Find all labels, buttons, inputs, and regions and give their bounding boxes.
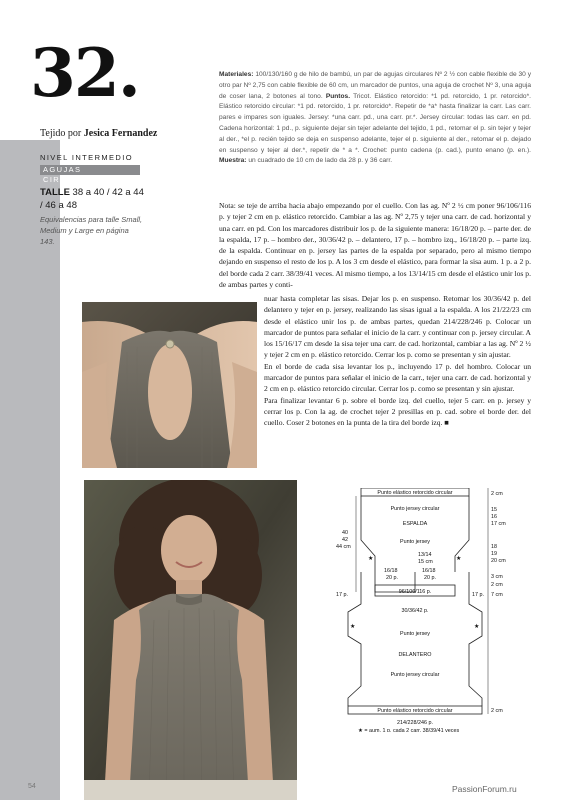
back-detail-illustration	[82, 302, 257, 468]
increase-star-icon: ★	[474, 624, 480, 630]
dim-2cm-top: 2 cm	[491, 491, 503, 497]
dim-16: 16	[491, 514, 497, 520]
pattern-number: 32.	[30, 34, 139, 112]
schematic-diagram	[328, 488, 560, 732]
materials-text: 100/130/160 g de hilo de bambú, un par de agujas circulares Nº 2 ½ con cable flexible de 30 y otro par Nº 2,75 con cable flexible de 60 cm, un marcador de puntos, una aguja de crochet Nº 3, una aguja de coser lana, 2 botones al tono.	[219, 71, 531, 100]
sizes-values: 38 a 40 / 42 a 44 / 46 a 48	[40, 187, 144, 211]
inner-left-p: 20 p.	[386, 575, 398, 581]
sizes-label: TALLE	[40, 187, 70, 198]
schematic-top-label: Punto elástico retorcido circular	[377, 490, 453, 496]
dim-17: 17 cm	[491, 521, 506, 527]
dim-15: 15	[491, 507, 497, 513]
inner-13-14: 13/14	[418, 552, 432, 558]
inner-left: 16/18	[384, 568, 398, 574]
points-label: Puntos.	[325, 92, 351, 100]
dim-44: 44 cm	[336, 544, 351, 550]
schematic-front-width: 30/36/42 p.	[401, 608, 429, 614]
sample-label: Muestra:	[219, 157, 247, 165]
instructions-wrap	[264, 293, 531, 429]
instructions-finish-text: Para finalizar levantar 6 p. sobre el borde izq. del cuello, tejer 5 carr. en p. jersey y cerrar los p. Con la ag. de crochet tejer 2 presillas en p. cad. sobre el borde der. del cuello. Coser 2 botones en la punta de la tira del borde izq. ■	[264, 395, 531, 428]
back-detail-photo	[82, 302, 257, 468]
schematic-front-label: DELANTERO	[398, 652, 432, 658]
size-equivalences: Equivalencias para talle Small, Medium y Large en página 143.	[40, 215, 143, 246]
instructions-border-text: En el borde de cada sisa levantar los p., incluyendo 17 p. del hombro. Colocar un marcador de puntos para señalar el inicio de la carr., tejer una carr. de cad. horizontal y 2 cm en p. elástico retorcido circular. Cerrar los p. como se presentan y sin ajustar.	[264, 361, 531, 394]
designer-name: Jesica Fernandez	[83, 128, 158, 139]
schematic-bottom-label: Punto elástico retorcido circular	[377, 708, 453, 714]
points-text: Tricot. Elástico retorcido: *1 pd. retorcido, 1 pr. retorcido*. Elástico retorcido circular: *1 pd. retorcido, 1 pr. retorcido*. Repetir de *a* hasta finalizar la carr. Las carr. pares e impares son iguales. Jersey: *una carr. pd., una carr. pr.*. Jersey circular: todas las carr. en pd. Cadena horizontal: 1 pd., p. siguiente dejar sin tejer adelante del tejido, 1 pd., retomar el p. sin tejer y tejer al der., *el p. recién tejido se deja en suspenso adelante, tejer el p. siguiente al der., retomar el p. dejado en suspenso y tejer al der.*, repetir de * a *. Crochet: punto cadena (p. cad.), punto enano (p. en.).	[219, 92, 531, 154]
model-illustration	[84, 480, 297, 800]
difficulty-level: NIVEL INTERMEDIO	[40, 153, 133, 162]
schematic-footnote: ★ = aum. 1 p. cada 2 carr. 38/39/41 veces	[358, 728, 460, 732]
sample-text: un cuadrado de 10 cm de lado da 28 p. y 36 carr.	[248, 157, 393, 165]
dim-19: 19	[491, 551, 497, 557]
instructions-intro	[219, 200, 531, 290]
schematic-hem-stitches: 214/228/246 p.	[397, 720, 433, 726]
dim-2cm-mid: 2 cm	[491, 582, 503, 588]
dim-7cm: 7 cm	[491, 592, 503, 598]
designer-prefix: Tejido por	[40, 128, 82, 139]
instructions-intro-text: Nota: se teje de arriba hacia abajo empezando por el cuello. Con las ag. Nº 2 ½ cm poner 96/106/116 p. y tejer 2 cm en p. elástico retorcido. Cambiar a las ag. Nº 2,75 y tejer una carr. de cad. horizontal y una carr. en pd. Con los marcadores distribuir los p. de la siguiente manera: 16/18/20 p. – parte der. de la espalda, 17 p. – hombro der., 30/36/42 p. – delantero, 17 p. – hombro izq., 16/18/20 p. – parte izq. de la espalda. Continuar en p. jersey las partes de la espalda por separado, pero al mismo tiempo dejando en suspenso el resto de los p. A los 3 cm desde el elástico, para formar la sisa aum. 1 p. a 2 p. del borde cada 2 carr. 38/39/41 veces. Al mismo tiempo, a los 13/14/15 cm desde el elástico unir los p. de ambas partes y conti-	[219, 201, 531, 290]
schematic-side-left-label: 17 p.	[336, 592, 348, 598]
dim-20: 20 cm	[491, 558, 506, 564]
schematic-front-circular: Punto jersey circular	[390, 672, 440, 678]
designer-credit	[40, 128, 157, 139]
dim-2cm-bottom: 2 cm	[491, 708, 503, 714]
materials-label: Materiales:	[219, 71, 254, 78]
page-number: 54	[28, 783, 36, 790]
needles-badge: AGUJAS CIRCULARES	[40, 165, 140, 175]
dim-18: 18	[491, 544, 497, 550]
inner-15cm: 15 cm	[418, 559, 433, 565]
sizes	[40, 186, 145, 212]
schematic-back-label: ESPALDA	[402, 521, 428, 527]
schematic-neck-stitches: 96/106/116 p.	[398, 589, 432, 595]
schematic-side-left	[348, 572, 361, 706]
inner-right-p: 20 p.	[424, 575, 436, 581]
schematic-jersey-top: Punto jersey	[400, 539, 430, 545]
schematic-front-jersey: Punto jersey	[400, 631, 430, 637]
increase-star-icon: ★	[368, 556, 374, 562]
schematic-side-right-label: 17 p.	[472, 592, 484, 598]
dim-3cm: 3 cm	[491, 574, 503, 580]
dim-42: 42	[342, 537, 348, 543]
increase-star-icon: ★	[456, 556, 462, 562]
schematic-svg	[328, 488, 560, 732]
materials-block	[219, 70, 531, 167]
increase-star-icon: ★	[350, 624, 356, 630]
watermark: PassionForum.ru	[452, 784, 517, 794]
schematic-back-knit: Punto jersey circular	[390, 506, 440, 512]
model-photo	[84, 480, 297, 800]
instructions-wrap-text: nuar hasta completar las sisas. Dejar los p. en suspenso. Retomar los 30/36/42 p. del delantero y tejer en p. jersey, realizando las sisas igual a la espalda. A los 21/22/23 cm desde el elástico unir los p. de ambas partes, quedan 214/228/246 p. Colocar un marcador de puntos para señalar el inicio de la carr. y continuar con p. jersey circular. A los 15/16/17 cm desde la sisa tejer una carr. de cad. horizontal, cambiar a las ag. Nº 2 ½ y tejer 2 cm en p. elástico retorcido. Cerrar los p. como se presentan y sin ajustar.	[264, 294, 531, 360]
dim-40: 40	[342, 530, 348, 536]
inner-right: 16/18	[422, 568, 436, 574]
